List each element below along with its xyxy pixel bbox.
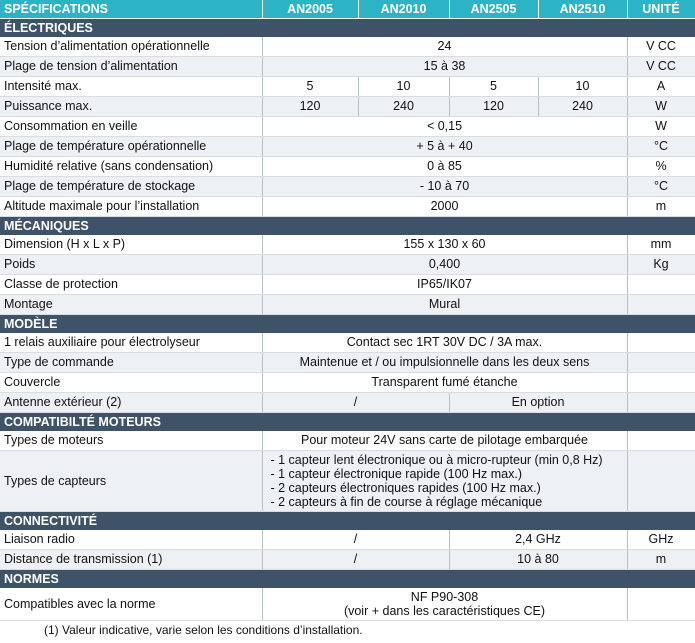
row-value: 240: [538, 97, 627, 117]
row-value-an25: 10 à 80: [449, 550, 627, 570]
header-row: [0, 0, 695, 19]
row-unit: %: [627, 157, 695, 177]
row-unit: W: [627, 97, 695, 117]
row-label: Types de moteurs: [0, 431, 262, 451]
row-label: Intensité max.: [0, 77, 262, 97]
section-title: MODÈLE: [0, 315, 695, 334]
row-unit: V CC: [627, 37, 695, 57]
norme-value: [262, 588, 627, 621]
row-value: 155 x 130 x 60: [262, 235, 627, 255]
row-unit: mm: [627, 235, 695, 255]
row-unit: [627, 588, 695, 621]
table-row: [0, 117, 695, 137]
row-value: 10: [538, 77, 627, 97]
section-title: MÉCANIQUES: [0, 217, 695, 236]
table-row: [0, 57, 695, 77]
row-label: Consommation en veille: [0, 117, 262, 137]
header-an2510: AN2510: [538, 0, 627, 19]
row-label: Puissance max.: [0, 97, 262, 117]
row-value: + 5 à + 40: [262, 137, 627, 157]
row-value: 240: [358, 97, 449, 117]
row-label: Liaison radio: [0, 530, 262, 550]
row-value: 24: [262, 37, 627, 57]
row-value: 10: [358, 77, 449, 97]
row-value: Mural: [262, 295, 627, 315]
table-row: [0, 333, 695, 353]
norme-line: (voir + dans les caractéristiques CE): [343, 604, 546, 618]
row-value: Pour moteur 24V sans carte de pilotage embarquée: [262, 431, 627, 451]
table-row: [0, 530, 695, 550]
row-value: 15 à 38: [262, 57, 627, 77]
section-normes: [0, 570, 695, 589]
row-value: Maintenue et / ou impulsionnelle dans les deux sens: [262, 353, 627, 373]
row-label: Couvercle: [0, 373, 262, 393]
capteur-line: - 2 capteurs à fin de course à réglage mécanique: [270, 495, 543, 509]
row-value: < 0,15: [262, 117, 627, 137]
section-mecaniques: [0, 217, 695, 236]
header-spec: SPÉCIFICATIONS: [0, 0, 262, 19]
row-value: - 10 à 70: [262, 177, 627, 197]
row-value: 120: [449, 97, 538, 117]
row-label: Tension d’alimentation opérationnelle: [0, 37, 262, 57]
row-unit: m: [627, 197, 695, 217]
row-unit: [627, 431, 695, 451]
header-an2505: AN2505: [449, 0, 538, 19]
row-value: Transparent fumé étanche: [262, 373, 627, 393]
table-row: [0, 37, 695, 57]
table-row: [0, 235, 695, 255]
table-row: [0, 295, 695, 315]
row-unit: [627, 393, 695, 413]
footnote: (1) Valeur indicative, varie selon les conditions d’installation.: [44, 623, 363, 637]
row-label: Altitude maximale pour l’installation: [0, 197, 262, 217]
row-label: Distance de transmission (1): [0, 550, 262, 570]
section-title: CONNECTIVITÉ: [0, 512, 695, 531]
row-value-an25: 2,4 GHz: [449, 530, 627, 550]
row-unit: [627, 295, 695, 315]
table-row: [0, 275, 695, 295]
row-label: Dimension (H x L x P): [0, 235, 262, 255]
row-label: Montage: [0, 295, 262, 315]
row-label: 1 relais auxiliaire pour électrolyseur: [0, 333, 262, 353]
table-row: [0, 77, 695, 97]
row-unit: Kg: [627, 255, 695, 275]
table-row: [0, 353, 695, 373]
header-an2010: AN2010: [358, 0, 449, 19]
table-row: [0, 373, 695, 393]
capteur-line: - 1 capteur lent électronique ou à micro-rupteur (min 0,8 Hz): [270, 453, 603, 467]
row-unit: GHz: [627, 530, 695, 550]
row-unit: W: [627, 117, 695, 137]
row-value-an25: En option: [449, 393, 627, 413]
row-unit: [627, 275, 695, 295]
norme-line: NF P90-308: [410, 590, 479, 604]
row-label: Plage de température de stockage: [0, 177, 262, 197]
capteur-line: - 1 capteur électronique rapide (100 Hz max.): [270, 467, 523, 481]
row-value: 0,400: [262, 255, 627, 275]
capteur-line: - 2 capteurs électroniques rapides (100 Hz max.): [270, 481, 541, 495]
row-label: Poids: [0, 255, 262, 275]
table-row: [0, 588, 695, 621]
capteurs-list: [262, 451, 627, 512]
row-unit: [627, 373, 695, 393]
row-unit: [627, 451, 695, 512]
row-label: Classe de protection: [0, 275, 262, 295]
row-unit: A: [627, 77, 695, 97]
row-unit: °C: [627, 137, 695, 157]
row-label: Type de commande: [0, 353, 262, 373]
row-unit: m: [627, 550, 695, 570]
table-row: [0, 197, 695, 217]
row-value: Contact sec 1RT 30V DC / 3A max.: [262, 333, 627, 353]
row-label: Types de capteurs: [0, 451, 262, 512]
row-value-an20: /: [262, 393, 449, 413]
row-value: 5: [449, 77, 538, 97]
row-label: Plage de tension d’alimentation: [0, 57, 262, 77]
table-row: [0, 550, 695, 570]
section-modele: [0, 315, 695, 334]
section-title: ÉLECTRIQUES: [0, 19, 695, 38]
table-row: [0, 137, 695, 157]
header-unit: UNITÉ: [627, 0, 695, 19]
section-compatibilite: [0, 413, 695, 432]
row-value: IP65/IK07: [262, 275, 627, 295]
table-row: [0, 157, 695, 177]
row-value: 2000: [262, 197, 627, 217]
row-label: Compatibles avec la norme: [0, 588, 262, 621]
row-label: Plage de température opérationnelle: [0, 137, 262, 157]
row-label: Antenne extérieur (2): [0, 393, 262, 413]
table-row: [0, 177, 695, 197]
table-row: [0, 97, 695, 117]
section-electriques: [0, 19, 695, 38]
section-connectivite: [0, 512, 695, 531]
row-unit: °C: [627, 177, 695, 197]
row-value-an20: /: [262, 550, 449, 570]
row-value: 5: [262, 77, 358, 97]
table-row: [0, 255, 695, 275]
row-unit: V CC: [627, 57, 695, 77]
row-label: Humidité relative (sans condensation): [0, 157, 262, 177]
table-row: [0, 431, 695, 451]
section-title: COMPATIBILTÉ MOTEURS: [0, 413, 695, 432]
row-value: 120: [262, 97, 358, 117]
section-title: NORMES: [0, 570, 695, 589]
row-value: 0 à 85: [262, 157, 627, 177]
row-value-an20: /: [262, 530, 449, 550]
header-an2005: AN2005: [262, 0, 358, 19]
row-unit: [627, 333, 695, 353]
table-row: [0, 451, 695, 512]
row-unit: [627, 353, 695, 373]
table-row: [0, 393, 695, 413]
